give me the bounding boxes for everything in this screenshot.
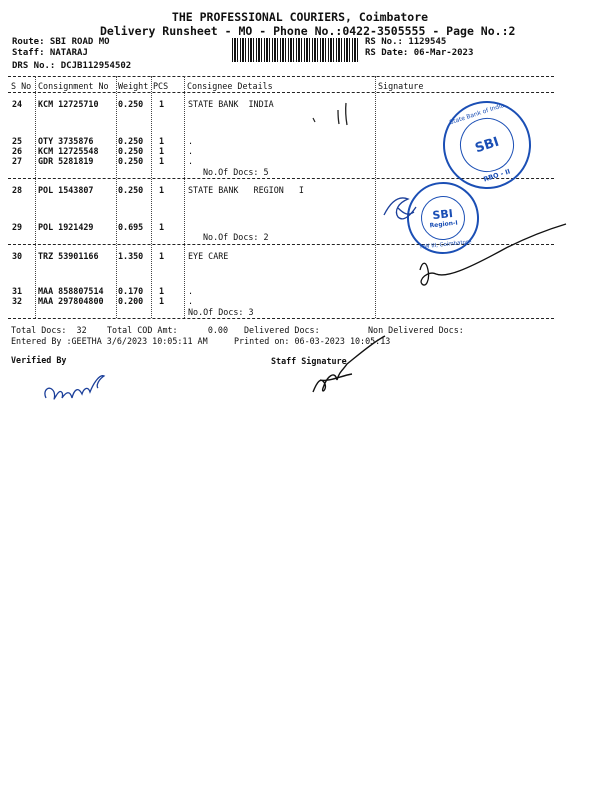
- table-row-weight: 0.200: [118, 296, 144, 306]
- table-row-sno: 24: [12, 99, 23, 109]
- table-row-consignment: POL 1543807: [38, 185, 94, 195]
- pen-mark: [338, 103, 347, 125]
- pen-mark: [313, 118, 315, 122]
- table-row-pcs: 1: [159, 286, 165, 296]
- table-row-pcs: 1: [159, 222, 165, 232]
- runsheet-title: Delivery Runsheet - MO - Phone No.:0422-3505555 - Page No.:2: [100, 24, 516, 38]
- table-row-consignment: OTY 3735876: [38, 136, 94, 146]
- consignee-name: STATE BANK INDIA: [188, 99, 274, 109]
- printed-on: Printed on: 06-03-2023 10:05:13: [234, 336, 391, 346]
- table-row-pcs: 1: [159, 156, 165, 166]
- table-row-detail: .: [188, 286, 194, 296]
- table-row-weight: 0.250: [118, 99, 144, 109]
- route-label: Route: SBI ROAD MO: [12, 37, 110, 47]
- table-row-pcs: 1: [159, 99, 165, 109]
- table-row-detail: .: [188, 146, 194, 156]
- table-row-weight: 0.695: [118, 222, 144, 232]
- docs-count: No.Of Docs: 2: [203, 232, 269, 242]
- drs-number: DRS No.: DCJB112954502: [12, 61, 132, 71]
- table-row-pcs: 1: [159, 251, 165, 261]
- table-row-sno: 26: [12, 146, 23, 156]
- table-row-consignment: KCM 12725710: [38, 99, 99, 109]
- table-row-sno: 30: [12, 251, 23, 261]
- table-row-pcs: 1: [159, 296, 165, 306]
- table-row-consignment: POL 1921429: [38, 222, 94, 232]
- table-row-weight: 0.250: [118, 185, 144, 195]
- table-row-pcs: 1: [159, 185, 165, 195]
- stamp-ring-text: NW III, Coimbatore: [419, 239, 472, 251]
- stamp-brand: SBI: [431, 206, 454, 223]
- table-row-sno: 32: [12, 296, 23, 306]
- table-row-weight: 1.350: [118, 251, 144, 261]
- stamp-sub-text: RBO - II: [482, 167, 512, 184]
- table-row-weight: 0.250: [118, 136, 144, 146]
- verified-by-label: Verified By: [11, 355, 67, 365]
- table-row-consignment: GDR 5281819: [38, 156, 94, 166]
- signature: [313, 336, 385, 392]
- column-header-sno: S No: [11, 81, 32, 91]
- column-header-consignee: Consignee Details: [187, 81, 273, 91]
- table-row-sno: 31: [12, 286, 23, 296]
- signature: [45, 376, 104, 399]
- table-row-pcs: 1: [159, 136, 165, 146]
- total-docs: Total Docs: 32: [11, 325, 87, 335]
- table-row-consignment: MAA 858807514: [38, 286, 104, 296]
- table-row-consignment: MAA 297804800: [38, 296, 104, 306]
- delivered-docs: Delivered Docs:: [244, 325, 320, 335]
- docs-count: No.Of Docs: 3: [188, 307, 254, 317]
- table-row-sno: 27: [12, 156, 23, 166]
- entered-by: Entered By :GEETHA 3/6/2023 10:05:11 AM: [11, 336, 208, 346]
- company-title: THE PROFESSIONAL COURIERS, Coimbatore: [171, 10, 429, 24]
- table-row-pcs: 1: [159, 146, 165, 156]
- staff-signature-label: Staff Signature: [271, 356, 347, 366]
- table-row-weight: 0.250: [118, 146, 144, 156]
- table-row-sno: 25: [12, 136, 23, 146]
- table-row-consignment: KCM 12725548: [38, 146, 99, 156]
- table-row-weight: 0.170: [118, 286, 144, 296]
- consignee-name: STATE BANK REGION I: [188, 185, 304, 195]
- table-row-detail: .: [188, 136, 194, 146]
- table-row-consignment: TRZ 53901166: [38, 251, 99, 261]
- table-row-weight: 0.250: [118, 156, 144, 166]
- rs-date: RS Date: 06-Mar-2023: [365, 48, 474, 58]
- staff-label: Staff: NATARAJ: [12, 48, 88, 58]
- table-row-detail: .: [188, 296, 194, 306]
- signature: [420, 224, 566, 285]
- column-header-pcs: PCS: [153, 81, 169, 91]
- docs-count: No.Of Docs: 5: [203, 167, 269, 177]
- table-row-sno: 28: [12, 185, 23, 195]
- stamp-brand: SBI: [473, 134, 501, 156]
- rs-number: RS No.: 1129545: [365, 37, 447, 47]
- column-header-weight: Weight: [118, 81, 149, 91]
- column-header-signature: Signature: [378, 81, 424, 91]
- stamp-ring-text: State Bank of India: [448, 101, 506, 127]
- total-cod-amount: Total COD Amt: 0.00: [107, 325, 229, 335]
- signature: [384, 198, 416, 219]
- column-header-consignment: Consignment No: [38, 81, 109, 91]
- non-delivered-docs: Non Delivered Docs:: [368, 325, 464, 335]
- stamp-sub-text: Region-I: [429, 219, 459, 230]
- table-row-sno: 29: [12, 222, 23, 232]
- consignee-name: EYE CARE: [188, 251, 229, 261]
- table-row-detail: .: [188, 156, 194, 166]
